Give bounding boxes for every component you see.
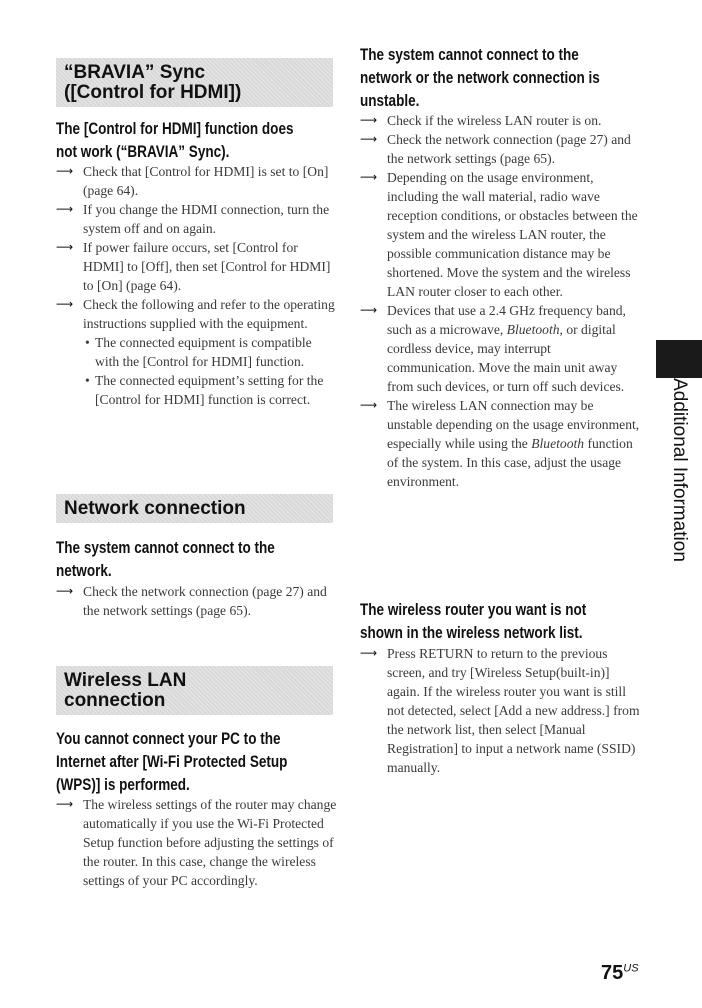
arrow-right-icon: ⟶ [360, 132, 378, 146]
item-text: , or digital cordless device, may interrupt communication. Move the main unit away from such devices, or turn off such devices. [387, 322, 625, 394]
item-text: Devices that use a 2.4 GHz frequency band, such as a microwave, [387, 303, 626, 337]
arrow-right-icon: ⟶ [56, 297, 74, 311]
sub-item-text: The connected equipment’s setting for the [Control for HDMI] function is correct. [95, 373, 324, 407]
heading-line: network or the network connection is [360, 69, 600, 87]
bluetooth-italic: Bluetooth [506, 322, 560, 337]
list-item [360, 396, 642, 491]
arrow-right-icon: ⟶ [56, 797, 74, 811]
sub-list [83, 333, 338, 409]
sub-list-item [83, 371, 338, 409]
item-text: The wireless LAN connection may be unstable depending on the usage environment, especially while using the [387, 398, 640, 451]
section-banner-network-connection [56, 494, 333, 523]
heading-line: Internet after [Wi-Fi Protected Setup [56, 753, 288, 771]
heading-system-cannot-connect [56, 537, 275, 583]
sub-item-text: The connected equipment is compatible with the [Control for HDMI] function. [95, 335, 312, 369]
item-text: Press RETURN to return to the previous screen, and try [Wireless Setup(built-in)] again. If the wireless router you want is still not detected, select [Add a new address.] from the network list, then select [Manual Registration] to input a network name (SSID) manually. [387, 646, 640, 775]
item-text: function of the system. In this case, adjust the usage environment. [387, 436, 633, 489]
item-text: Check the network connection (page 27) and the network settings (page 65). [387, 132, 631, 166]
bullet-icon: • [85, 335, 90, 350]
heading-cannot-connect-pc [56, 728, 287, 797]
item-text: If you change the HDMI connection, turn the system off and on again. [83, 202, 330, 236]
chapter-tab-marker [656, 340, 702, 378]
list-router-not-shown [360, 644, 642, 777]
arrow-right-icon: ⟶ [360, 170, 378, 184]
list-item [360, 644, 642, 777]
item-text: Check if the wireless LAN router is on. [387, 113, 602, 128]
banner-line: “BRAVIA” Sync [64, 62, 206, 83]
arrow-right-icon: ⟶ [360, 398, 378, 412]
heading-line: The system cannot connect to the [360, 46, 579, 64]
arrow-right-icon: ⟶ [56, 584, 74, 598]
banner-line: Network connection [64, 498, 246, 519]
heading-control-for-hdmi [56, 118, 294, 164]
item-text: Check that [Control for HDMI] is set to [On] (page 64). [83, 164, 329, 198]
side-chapter-label: Additional Information [669, 378, 690, 562]
item-text: The wireless settings of the router may change automatically if you use the Wi-Fi Protected Setup function before adjusting the settings of the router. In this case, change the wireless settings of your PC accordingly. [83, 797, 337, 888]
list-item [360, 301, 642, 396]
list-item [56, 238, 338, 295]
heading-line: unstable. [360, 92, 420, 110]
section-banner-wireless-lan [56, 666, 333, 715]
heading-line: The [Control for HDMI] function does [56, 120, 294, 138]
item-text: Depending on the usage environment, including the wall material, radio wave reception conditions, or obstacles between the system and the wireless LAN router, the possible communication distance may be shortened. Move the system and the wireless LAN router closer to each other. [387, 170, 638, 299]
page-region-suffix: US [623, 962, 639, 975]
bullet-icon: • [85, 373, 90, 388]
list-network-connection [56, 582, 338, 620]
heading-line: (WPS)] is performed. [56, 776, 190, 794]
arrow-right-icon: ⟶ [56, 202, 74, 216]
list-item [360, 111, 642, 130]
list-item [56, 200, 338, 238]
arrow-right-icon: ⟶ [56, 164, 74, 178]
arrow-right-icon: ⟶ [56, 240, 74, 254]
page-number-value: 75 [601, 962, 624, 984]
item-text: Check the following and refer to the operating instructions supplied with the equipment. [83, 297, 335, 331]
list-network-unstable [360, 111, 642, 491]
banner-line: ([Control for HDMI]) [64, 82, 242, 103]
section-banner-bravia-sync [56, 58, 333, 107]
list-item [56, 162, 338, 200]
list-item [56, 295, 338, 409]
bluetooth-italic: Bluetooth [531, 436, 585, 451]
list-item [360, 130, 642, 168]
heading-line: not work (“BRAVIA” Sync). [56, 143, 230, 161]
banner-line: Wireless LAN [64, 670, 187, 691]
heading-network-unstable [360, 44, 600, 113]
list-bravia-sync [56, 162, 338, 409]
arrow-right-icon: ⟶ [360, 646, 378, 660]
arrow-right-icon: ⟶ [360, 113, 378, 127]
list-item [360, 168, 642, 301]
sub-list-item [83, 333, 338, 371]
heading-router-not-shown [360, 599, 586, 645]
heading-line: You cannot connect your PC to the [56, 730, 281, 748]
arrow-right-icon: ⟶ [360, 303, 378, 317]
item-text: If power failure occurs, set [Control for HDMI] to [Off], then set [Control for HDMI] to [On] (page 64). [83, 240, 331, 293]
list-wireless-lan [56, 795, 338, 890]
item-text: Check the network connection (page 27) and the network settings (page 65). [83, 584, 327, 618]
page-number [601, 962, 639, 985]
heading-line: network. [56, 562, 112, 580]
heading-line: shown in the wireless network list. [360, 624, 583, 642]
list-item [56, 582, 338, 620]
banner-line: connection [64, 690, 166, 711]
heading-line: The system cannot connect to the [56, 539, 275, 557]
list-item [56, 795, 338, 890]
heading-line: The wireless router you want is not [360, 601, 587, 619]
